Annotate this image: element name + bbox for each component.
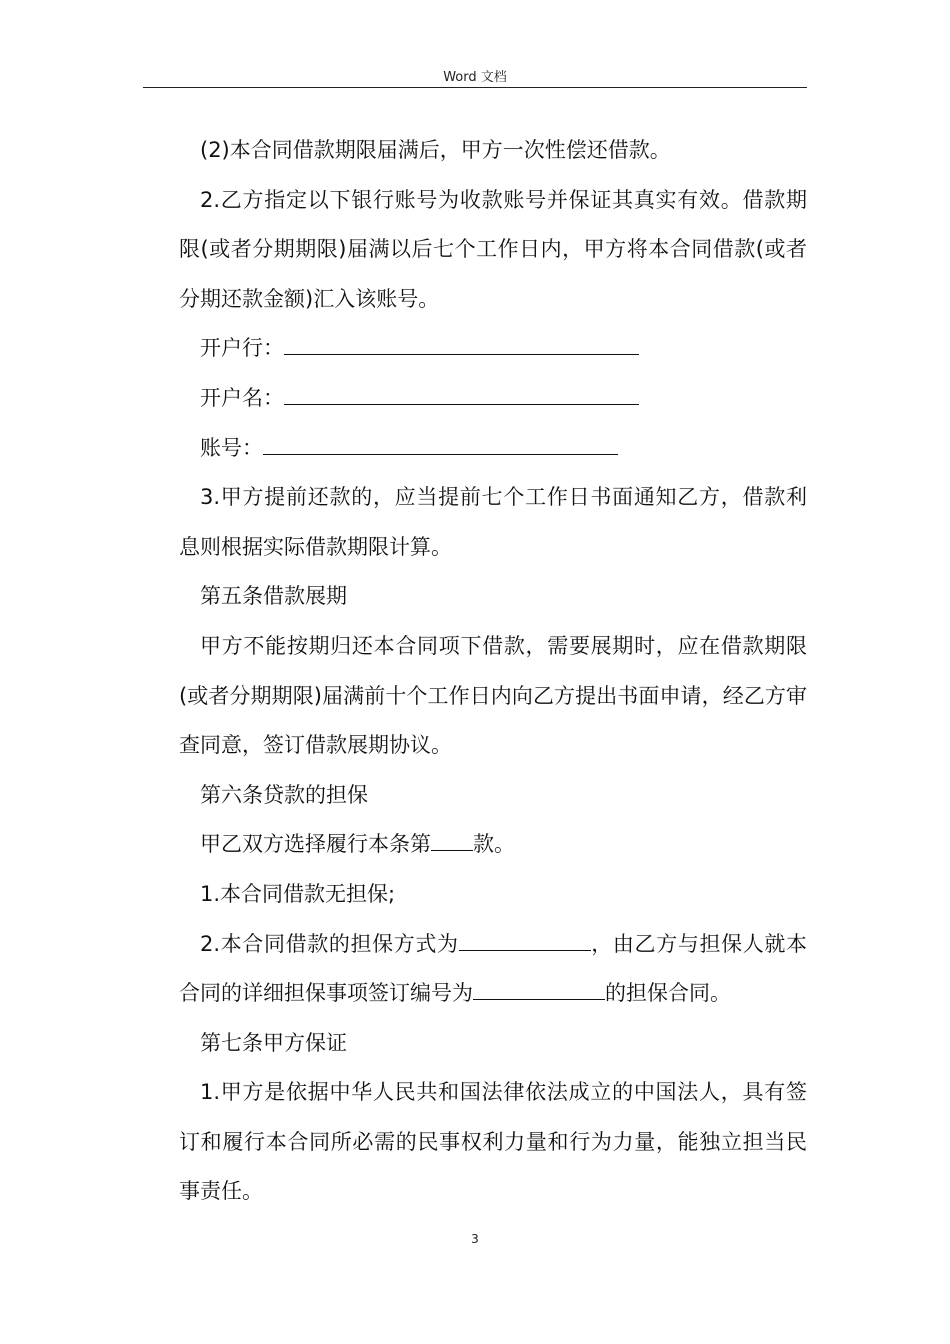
guarantee-choice-suffix: 款。	[473, 832, 515, 857]
paragraph-early-repayment: 3.甲方提前还款的，应当提前七个工作日书面通知乙方，借款利息则根据实际借款期限计算。	[179, 485, 807, 559]
document-body	[179, 126, 807, 1217]
section-heading-5: 第五条借款展期	[200, 584, 347, 609]
paragraph-guarantee-method	[179, 920, 807, 1019]
account-name-label: 开户名：	[200, 385, 284, 410]
guarantee-choice-text: 甲乙双方选择履行本条第	[200, 832, 431, 857]
section-heading-7: 第七条甲方保证	[200, 1030, 347, 1055]
guarantee-method-text: 2.本合同借款的担保方式为	[200, 931, 459, 956]
bank-label: 开户行：	[200, 336, 284, 361]
guarantee-contract-number-blank	[473, 977, 605, 1000]
page-number: 3	[471, 1232, 479, 1246]
account-number-field-row	[179, 424, 807, 474]
page-header: Word 文档	[443, 70, 507, 85]
paragraph-extension: 甲方不能按期归还本合同项下借款，需要展期时，应在借款期限(或者分期期限)届满前十个工作日内向乙方提出书面申请，经乙方审查同意，签订借款展期协议。	[179, 633, 807, 758]
bank-blank	[284, 332, 639, 355]
paragraph-no-guarantee: 1.本合同借款无担保;	[200, 881, 396, 906]
account-name-field-row	[179, 374, 807, 424]
paragraph-guarantee-choice	[179, 820, 807, 870]
paragraph-repayment-once: (2)本合同借款期限届满后，甲方一次性偿还借款。	[200, 138, 671, 162]
account-number-blank	[263, 432, 618, 455]
bank-field-row	[179, 324, 807, 374]
guarantee-contract-suffix: 的担保合同。	[605, 981, 731, 1006]
account-name-blank	[284, 382, 639, 405]
paragraph-receiving-account: 2.乙方指定以下银行账号为收款账号并保证其真实有效。借款期限(或者分期期限)届满以后七个工作日内，甲方将本合同借款(或者分期还款金额)汇入该账号。	[179, 187, 807, 311]
header-divider	[143, 87, 807, 88]
section-heading-6: 第六条贷款的担保	[200, 782, 368, 807]
guarantee-method-blank	[459, 927, 591, 950]
paragraph-legal-entity: 1.甲方是依据中华人民共和国法律依法成立的中国法人，具有签订和履行本合同所必需的民事权利力量和行为力量，能独立担当民事责任。	[179, 1080, 807, 1204]
account-number-label: 账号：	[200, 435, 263, 460]
clause-number-blank	[431, 828, 473, 851]
guarantee-contract-text: ，由乙方与担保人就本合同的详细担保事项签订编号为	[179, 931, 807, 1006]
